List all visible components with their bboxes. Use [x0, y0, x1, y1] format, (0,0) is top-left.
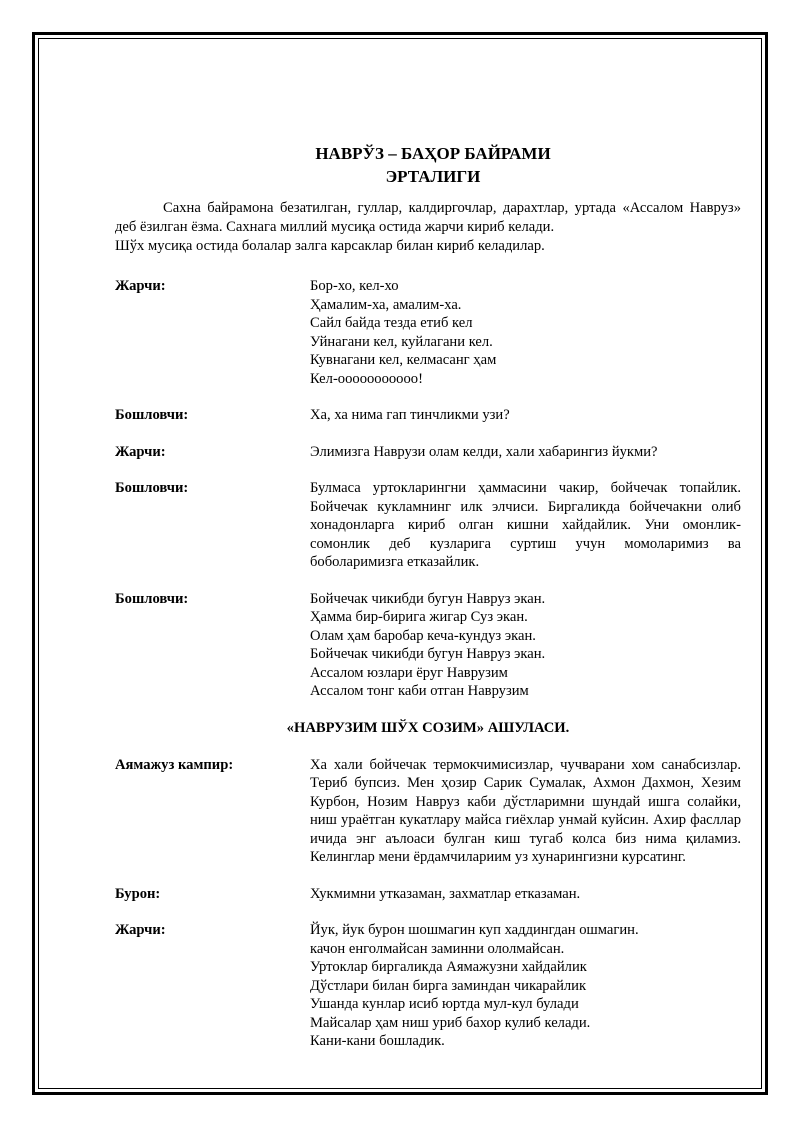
dialogue-block — [115, 443, 741, 462]
document-body — [115, 142, 741, 1051]
speech-line: Йук, йук бурон шошмагин куп хаддингдан ошмагин. — [310, 922, 639, 938]
speech-text — [310, 443, 741, 462]
speaker-name: Бошловчи: — [115, 590, 189, 607]
dialogue-block — [115, 406, 741, 425]
speech-line: Сайл байда тезда етиб кел — [310, 315, 473, 331]
speaker-name: Бошловчи: — [115, 480, 189, 496]
speech-line: Ха, ха нима гап тинчликми узи? — [310, 407, 510, 423]
speech-text — [310, 406, 741, 425]
speaker-name: Бошловчи: — [115, 407, 189, 423]
speech-line: Ҳамма бир-бирига жигар Суз экан. — [310, 609, 528, 625]
speech-line: Кел-ооооооооооо! — [310, 370, 423, 387]
dialogue-block — [115, 921, 741, 1051]
speech-line: Дўстлари билан бирга заминдан чикарайлик — [310, 977, 587, 994]
dialogue-block — [115, 479, 741, 572]
speech-text — [310, 921, 741, 1051]
speech-line: Элимизга Наврузи олам келди, хали хабарингиз йукми? — [310, 443, 658, 460]
speech-line: Ассалом юзлари ёруг Наврузим — [310, 664, 508, 681]
speaker-name: Жарчи: — [115, 443, 166, 460]
speech-line: Кувнагани кел, келмасанг ҳам — [310, 352, 497, 368]
speech-line: Бор-хо, кел-хо — [310, 278, 399, 294]
title-line-2: ЭРТАЛИГИ — [385, 167, 481, 186]
intro-paragraph-1: Сахна байрамона безатилган, гуллар, калдиргочлар, дарахтлар, уртада «Ассалом Навруз» деб ёзилган ёзма. Сахнага миллий мусиқа остида жарчи кириб келади. — [115, 200, 741, 235]
speech-text: Булмаса уртокларингни ҳаммасини чакир, бойчечак топайлик. Бойчечак кукламнинг илк элчиси. Биргаликда бойчечакни олиб хонадонларга кириб олган кишни хайдайлик. Уни омонлик-сомонлик деб кузларига суртиш учун момоларимиз ва боболаримизга етказайлик. — [310, 480, 741, 570]
speech-line: качон енголмайсан заминни ололмайсан. — [310, 940, 565, 957]
speech-text — [310, 885, 741, 904]
speech-text — [310, 590, 741, 701]
speaker-name: Аямажуз кампир: — [115, 756, 234, 773]
dialogue-block — [115, 885, 741, 904]
intro-text — [115, 199, 741, 256]
speech-line: Майсалар ҳам ниш уриб бахор кулиб келади. — [310, 1014, 591, 1031]
intro-paragraph-2: Шўх мусиқа остида болалар залга карсаклар билан кириб келадилар. — [115, 238, 545, 254]
speech-text: Ха хали бойчечак термокчимисизлар, чучварани хом санабсизлар. Териб бупсиз. Мен ҳозир Сарик Сумалак, Ахмон Дахмон, Хезим Курбон, Нозим Навруз каби дўстларимни шундай ишга солайки, ниш ураётган кукатлару майса гиёхлар унмай куйсин. Ахир фасллар ичида энг аълоаси булган киш тугаб колса биз нима қиламиз. Келинглар мени ёрдамчилариим уз хунарингизни курсатинг. — [310, 756, 741, 865]
dialogue-block — [115, 590, 741, 701]
document-title — [125, 142, 741, 188]
speech-line: Уртоклар биргаликда Аямажузни хайдайлик — [310, 959, 587, 975]
speaker-name: Бурон: — [115, 885, 161, 902]
speech-line: Ҳамалим-ха, амалим-ха. — [310, 296, 462, 313]
speech-line: Олам ҳам баробар кеча-кундуз экан. — [310, 627, 536, 644]
speech-line: Хукмимни утказаман, захматлар етказаман. — [310, 885, 581, 902]
dialogue-block — [115, 277, 741, 388]
speech-line: Бойчечак чикибди бугун Навруз экан. — [310, 646, 546, 662]
dialogue-block — [115, 756, 741, 867]
speech-text — [310, 277, 741, 388]
speech-line: Ушанда кунлар исиб юртда мул-кул булади — [310, 996, 579, 1012]
speech-line: Уйнагани кел, куйлагани кел. — [310, 333, 493, 350]
speaker-name: Жарчи: — [115, 278, 166, 294]
speech-line: Бойчечак чикибди бугун Навруз экан. — [310, 590, 546, 607]
speech-line: Кани-кани бошладик. — [310, 1033, 445, 1049]
song-heading: «НАВРУЗИМ ШЎХ СОЗИМ» АШУЛАСИ. — [286, 719, 570, 736]
title-line-1: НАВРЎЗ – БАҲОР БАЙРАМИ — [315, 144, 551, 163]
speaker-name: Жарчи: — [115, 922, 166, 938]
speech-line: Ассалом тонг каби отган Наврузим — [310, 683, 529, 699]
